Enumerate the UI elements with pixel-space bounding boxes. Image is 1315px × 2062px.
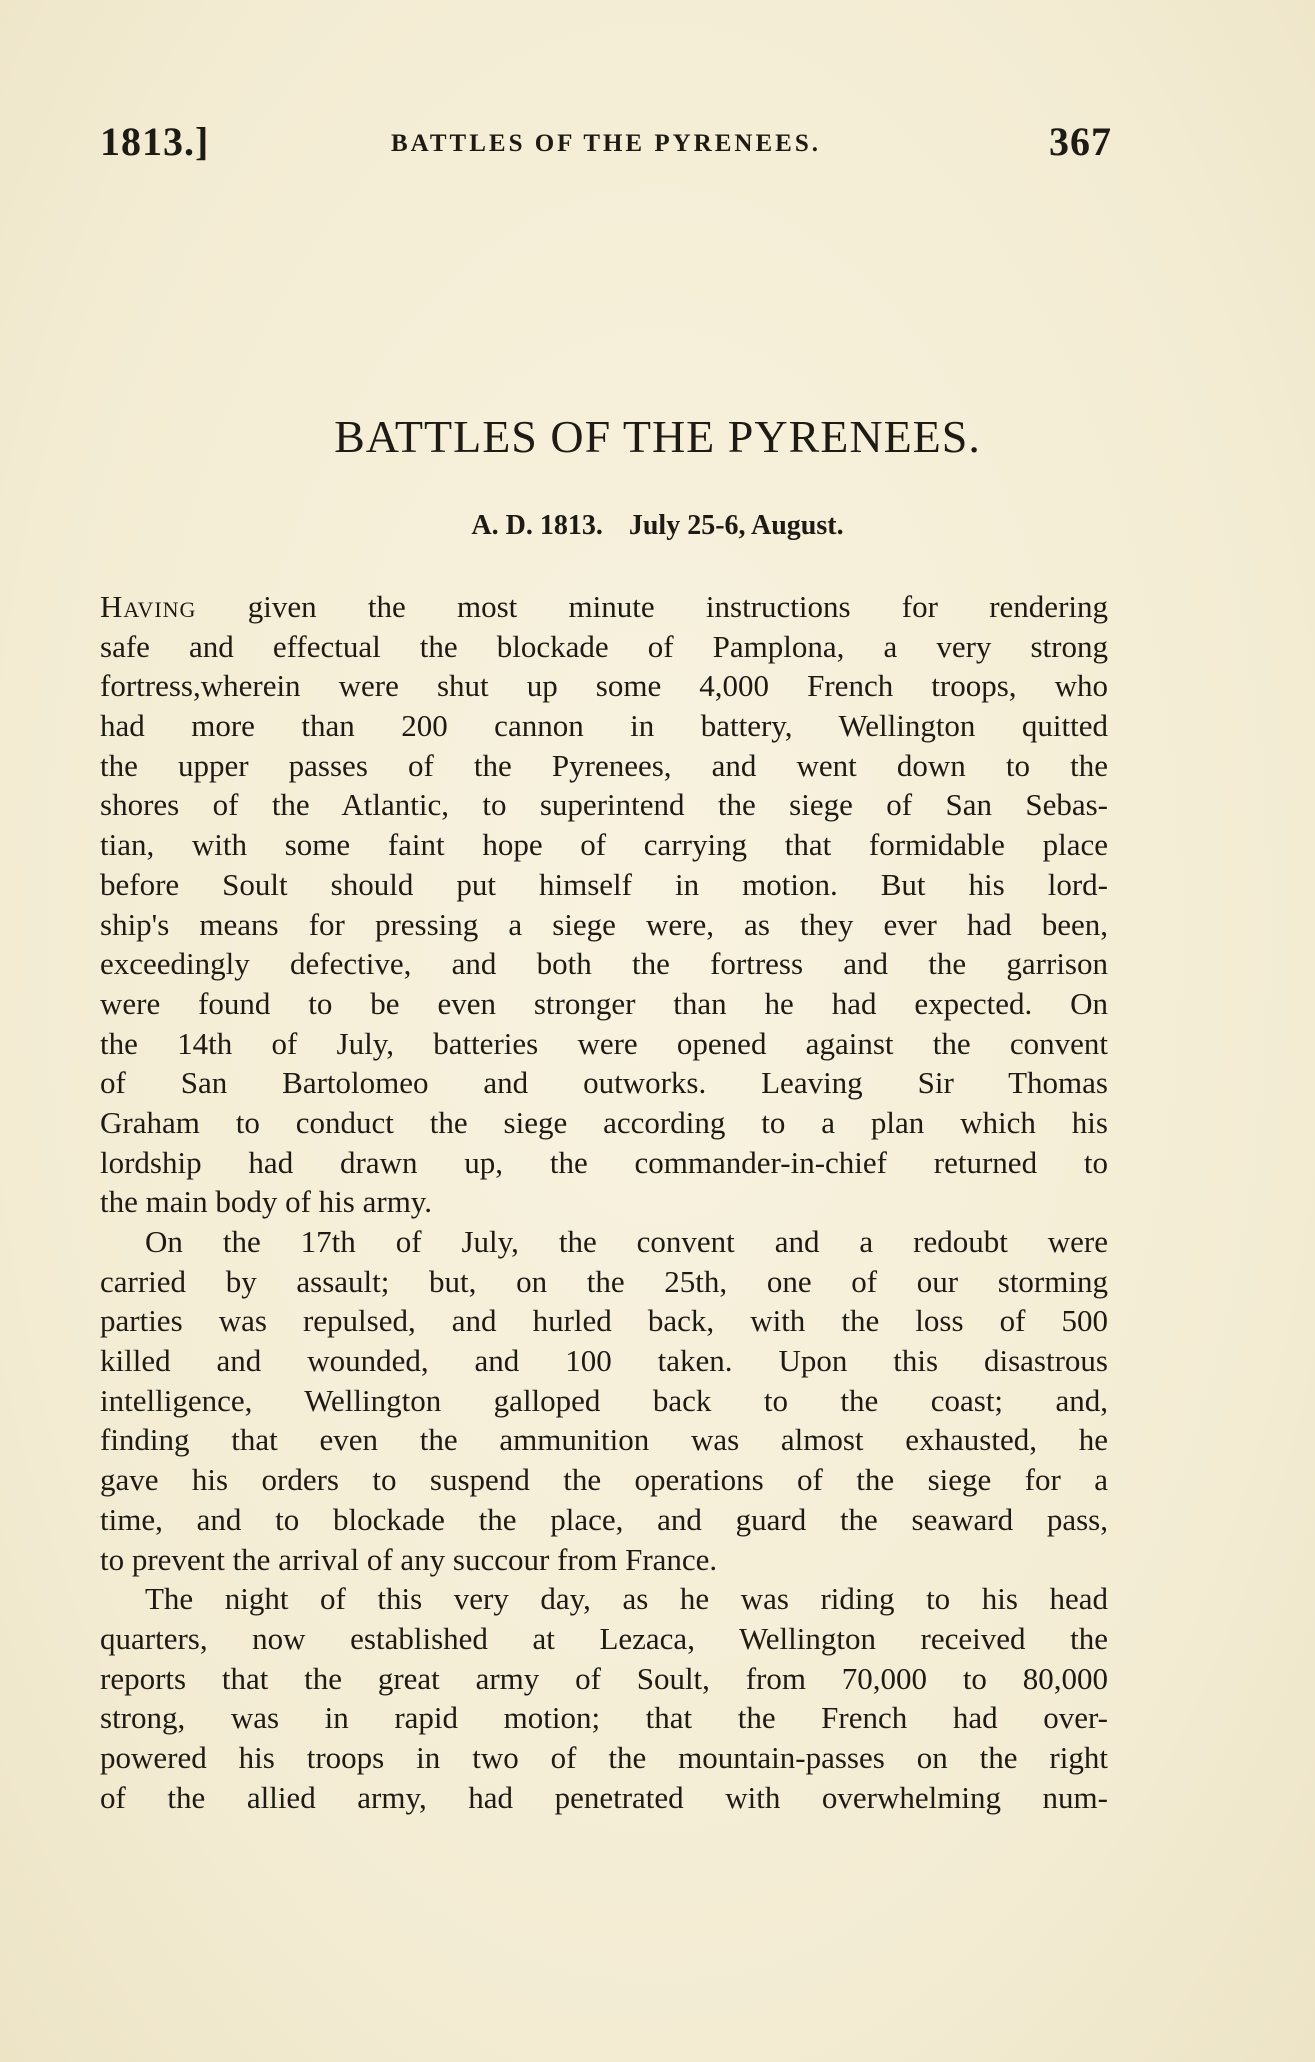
text-line: strong, was in rapid motion; that the French had over- [100, 1700, 1108, 1736]
text-line: carried by assault; but, on the 25th, one of our storming [100, 1263, 1108, 1299]
text-line: quarters, now established at Lezaca, Wellington received the [100, 1620, 1108, 1656]
text-line: exceedingly defective, and both the fortress and the garrison [100, 946, 1108, 982]
text-line: ship's means for pressing a siege were, as they ever had been, [100, 906, 1108, 942]
text-line: reports that the great army of Soult, from 70,000 to 80,000 [100, 1660, 1108, 1696]
text-line [100, 587, 1108, 627]
text-line: lordship had drawn up, the commander-in-chief returned to [100, 1144, 1108, 1180]
text-line: killed and wounded, and 100 taken. Upon this disastrous [100, 1343, 1108, 1379]
text-line: intelligence, Wellington galloped back to the coast; and, [100, 1382, 1108, 1418]
lead-word: Having [100, 589, 197, 624]
text-line: safe and effectual the blockade of Pamplona, a very strong [100, 628, 1108, 664]
text-line: shores of the Atlantic, to superintend the siege of San Sebas- [100, 787, 1108, 823]
text-line: The night of this very day, as he was riding to his head [145, 1581, 1108, 1617]
text-line: Graham to conduct the siege according to a plan which his [100, 1104, 1108, 1140]
text-line: of San Bartolomeo and outworks. Leaving Sir Thomas [100, 1065, 1108, 1101]
date-era: A. D. 1813. [471, 510, 603, 541]
text-line: were found to be even stronger than he had expected. On [100, 985, 1108, 1021]
page-number: 367 [1049, 119, 1112, 164]
text-line: the 14th of July, batteries were opened against the convent [100, 1025, 1108, 1061]
text-line: gave his orders to suspend the operations of the siege for a [100, 1462, 1108, 1498]
line-text: given the most minute instructions for rendering [196, 589, 1108, 624]
text-line: before Soult should put himself in motion. But his lord- [100, 866, 1108, 902]
text-line: tian, with some faint hope of carrying that formidable place [100, 827, 1108, 863]
text-line: the main body of his army. [100, 1184, 433, 1220]
text-line: parties was repulsed, and hurled back, with the loss of 500 [100, 1303, 1108, 1339]
body-text [100, 587, 1108, 1817]
text-line: finding that even the ammunition was almost exhausted, he [100, 1422, 1108, 1458]
running-head-year: 1813.] [100, 119, 210, 164]
text-line: to prevent the arrival of any succour from France. [100, 1541, 718, 1577]
date-days: July 25-6, August. [628, 510, 844, 541]
text-line: had more than 200 cannon in battery, Wellington quitted [100, 708, 1108, 744]
text-line: On the 17th of July, the convent and a redoubt were [145, 1224, 1108, 1259]
text-line: of the allied army, had penetrated with overwhelming num- [100, 1779, 1108, 1815]
text-line: fortress,wherein were shut up some 4,000 French troops, who [100, 668, 1108, 704]
running-head-title: BATTLES OF THE PYRENEES. [391, 130, 821, 157]
date-line [0, 510, 1315, 542]
running-head [100, 118, 1112, 168]
chapter-title: BATTLES OF THE PYRENEES. [334, 411, 981, 462]
text-line: time, and to blockade the place, and guard the seaward pass, [100, 1501, 1108, 1537]
text-line: the upper passes of the Pyrenees, and went down to the [100, 747, 1108, 783]
text-line: powered his troops in two of the mountain-passes on the right [100, 1739, 1108, 1775]
